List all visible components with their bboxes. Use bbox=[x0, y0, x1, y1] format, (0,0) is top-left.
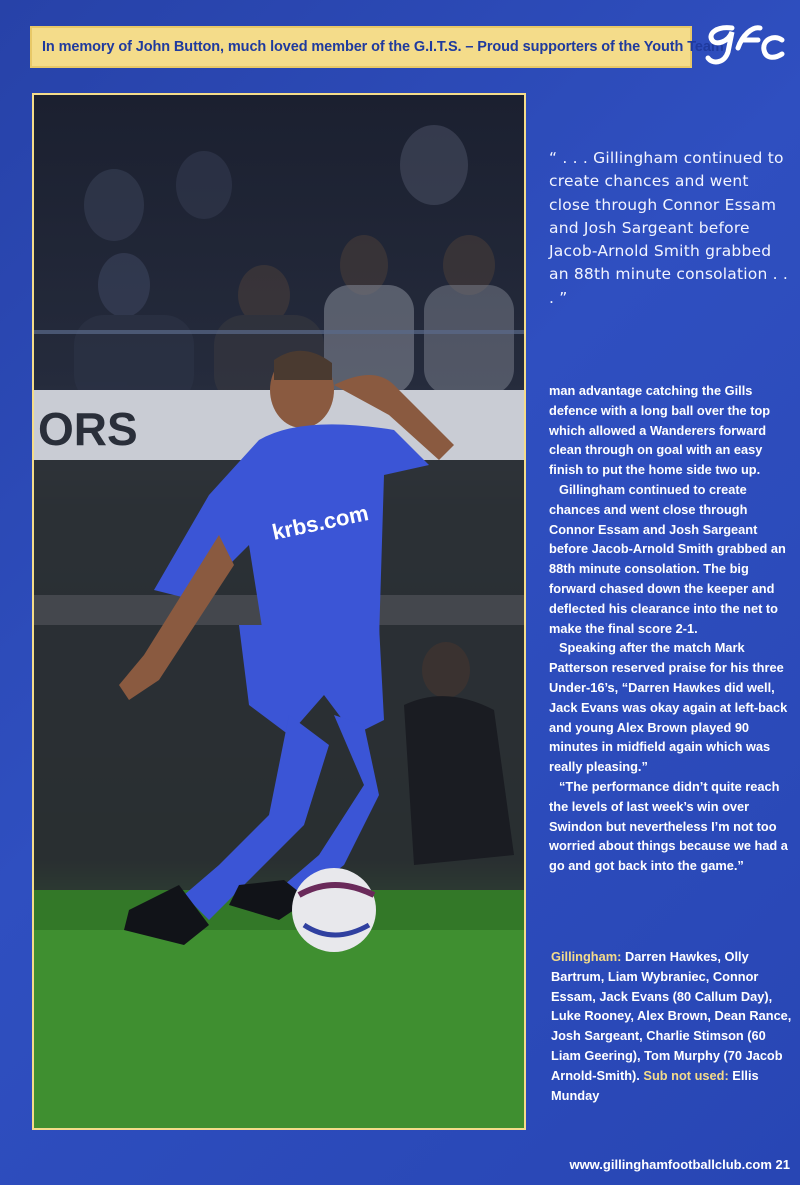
article-paragraph: man advantage catching the Gills defence with a long ball over the top which allowed a Wanderers forward clean through on goal with an easy finish to put the home side two up. bbox=[549, 383, 771, 478]
memorial-banner-text: In memory of John Button, much loved member of the G.I.T.S. – Proud supporters of the Youth Team bbox=[42, 39, 724, 55]
article-paragraph: “The performance didn’t quite reach the levels of last week’s win over Swindon but nevertheless I’m not too worried about things because we had a go and got back into the game.” bbox=[549, 778, 788, 874]
article-paragraph: Gillingham continued to create chances and went close through Connor Essam and Josh Sargeant before Jacob-Arnold Smith grabbed an 88th minute consolation. The big forward chased down the keeper and deflected his clearance into the net to make the final score 2-1. bbox=[549, 481, 786, 636]
team-label: Gillingham: bbox=[551, 949, 622, 964]
gfc-monogram-icon bbox=[702, 18, 786, 70]
match-photo bbox=[32, 93, 526, 1130]
shirt-sponsor: krbs.com bbox=[269, 500, 371, 545]
article-body bbox=[549, 381, 794, 876]
page-footer: www.gillinghamfootballclub.com 21 bbox=[569, 1157, 790, 1172]
subs-players: Ellis Munday bbox=[551, 1067, 759, 1103]
memorial-banner bbox=[30, 26, 724, 68]
team-lineup bbox=[551, 947, 796, 1105]
subs-label: Sub not used: bbox=[643, 1067, 729, 1083]
pull-quote: “ . . . Gillingham continued to create chances and went close through Connor Essam and Josh Sargeant before Jacob-Arnold Smith grabbed an 88th minute consolation . . . ” bbox=[549, 149, 788, 307]
article-paragraph: Speaking after the match Mark Patterson reserved praise for his three Under-16’s, “Darren Hawkes did well, Jack Evans was okay again at left-back and young Alex Brown played 90 minutes in midfield again which was really pleasing.” bbox=[549, 640, 788, 775]
board-text: ORS bbox=[38, 403, 138, 455]
team-players: Darren Hawkes, Olly Bartrum, Liam Wybraniec, Connor Essam, Jack Evans (80 Callum Day), Luke Rooney, Alex Brown, Dean Rance, Josh Sargeant, Charlie Stimson (60 Liam Geering), Tom Murphy (70 Jacob Arnold-Smith). bbox=[551, 949, 792, 1083]
football bbox=[292, 868, 376, 952]
